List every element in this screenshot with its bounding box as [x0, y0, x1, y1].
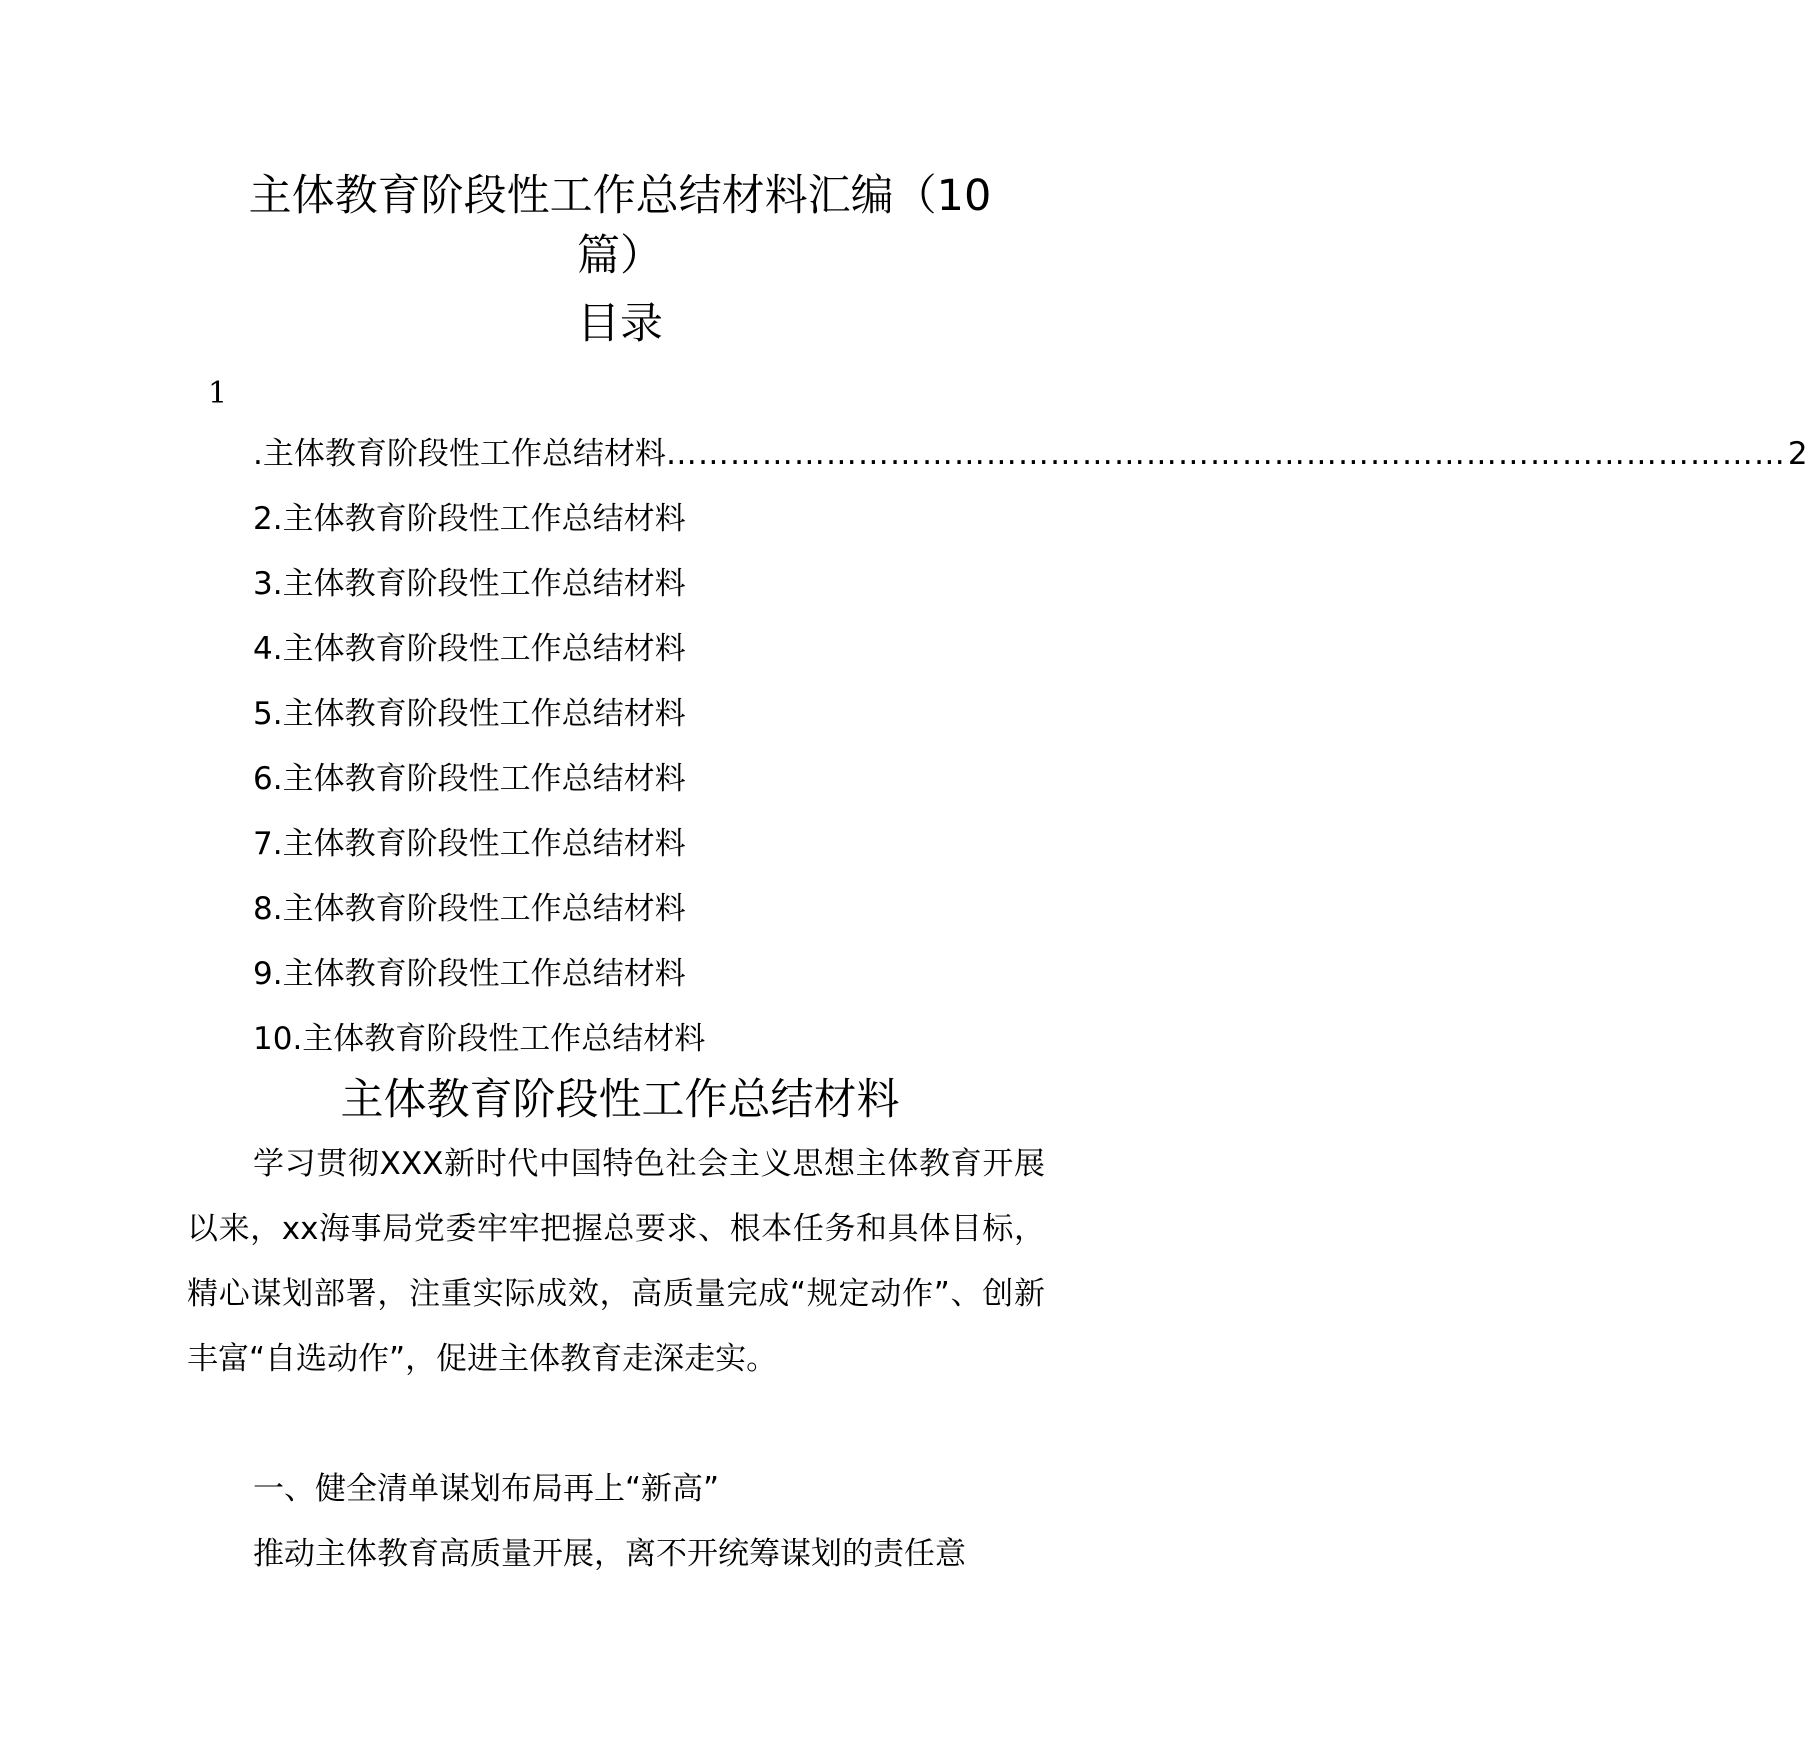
- toc-item-label: 3.主体教育阶段性工作总结材料: [253, 566, 686, 602]
- section-title: 主体教育阶段性工作总结材料: [340, 1075, 900, 1125]
- toc-item-label: 10.主体教育阶段性工作总结材料: [253, 1021, 706, 1057]
- body-paragraph: 学习贯彻XXX新时代中国特色社会主义思想主体教育开展以来，xx海事局党委牢牢把握总要求、根本任务和具体目标，精心谋划部署，注重实际成效，高质量完成“规定动作”、创新丰富“自选动作”，促进主体教育走深走实。: [187, 1146, 1045, 1377]
- toc-item-label: 8.主体教育阶段性工作总结材料: [253, 891, 686, 927]
- toc-item-label: 4.主体教育阶段性工作总结材料: [253, 631, 686, 667]
- toc-item[interactable]: [253, 627, 1043, 692]
- document-title-line1: 主体教育阶段性工作总结材料汇编（10: [248, 171, 992, 221]
- toc-item-label: 6.主体教育阶段性工作总结材料: [253, 761, 686, 797]
- section-subheading: 一、健全清单谋划布局再上“新高”: [253, 1471, 720, 1507]
- toc-item[interactable]: [253, 952, 1043, 1017]
- toc-item[interactable]: [253, 497, 1043, 562]
- toc-page-number: 2: [1787, 436, 1808, 472]
- toc-item-label: 7.主体教育阶段性工作总结材料: [253, 826, 686, 862]
- toc-item[interactable]: [253, 887, 1043, 952]
- toc-heading: 目录: [577, 299, 663, 349]
- toc-leader-dots: ……………………………………………………………………………………………: [665, 436, 1786, 472]
- toc-item-label: 2.主体教育阶段性工作总结材料: [253, 501, 686, 537]
- document-title-line2: 篇）: [577, 231, 663, 281]
- body-paragraph: 推动主体教育高质量开展，离不开统筹谋划的责任意: [253, 1536, 966, 1572]
- toc-item[interactable]: [253, 692, 1043, 757]
- toc-item[interactable]: [253, 562, 1043, 627]
- table-of-contents: [253, 432, 1808, 1082]
- toc-item-label: 9.主体教育阶段性工作总结材料: [253, 956, 686, 992]
- toc-item-label: 5.主体教育阶段性工作总结材料: [253, 696, 686, 732]
- toc-item[interactable]: [253, 757, 1043, 822]
- toc-item-label: .主体教育阶段性工作总结材料: [253, 436, 666, 472]
- toc-item[interactable]: [253, 822, 1043, 887]
- toc-item[interactable]: [253, 432, 1808, 497]
- toc-first-item-number: 1: [208, 376, 228, 411]
